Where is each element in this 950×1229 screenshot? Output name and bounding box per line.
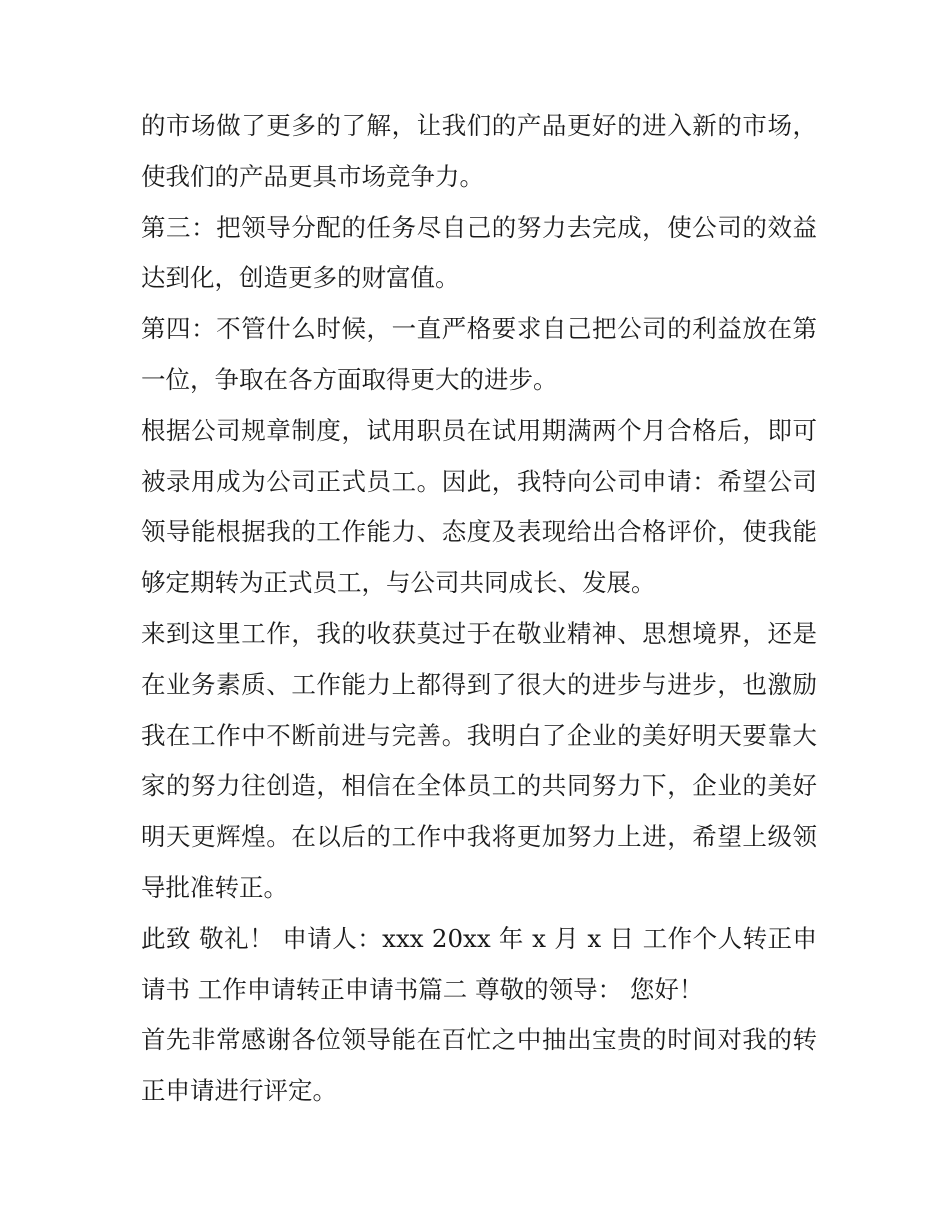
paragraph-point-three: 第三：把领导分配的任务尽自己的努力去完成，使公司的效益达到化，创造更多的财富值。 xyxy=(141,212,817,293)
paragraph-point-four: 第四：不管什么时候，一直严格要求自己把公司的利益放在第一位，争取在各方面取得更大的进步。 xyxy=(141,314,817,394)
paragraph-opening-thanks: 首先非常感谢各位领导能在百忙之中抽出宝贵的时间对我的转正申请进行评定。 xyxy=(141,1025,817,1106)
paragraph-work-gains: 来到这里工作，我的收获莫过于在敬业精神、思想境界，还是在业务素质、工作能力上都得到了很大的进步与进步，也激励我在工作中不断前进与完善。我明白了企业的美好明天要靠大家的努力往创造，相信在全体员工的共同努力下，企业的美好明天更辉煌。在以后的工作中我将更加努力上进，希望上级领导批准转正。 xyxy=(141,618,817,902)
paragraph-closing-signature: 此致 敬礼！ 申请人：xxx 20xx 年 x 月 x 日 工作个人转正申请书 工作申请转正申请书篇二 尊敬的领导： 您好！ xyxy=(141,923,817,1004)
paragraph-company-rules: 根据公司规章制度，试用职员在试用期满两个月合格后，即可被录用成为公司正式员工。因此，我特向公司申请：希望公司领导能根据我的工作能力、态度及表现给出合格评价，使我能够定期转为正式员工，与公司共同成长、发展。 xyxy=(141,415,817,598)
document-body xyxy=(141,101,817,1117)
paragraph-market-continuation: 的市场做了更多的了解，让我们的产品更好的进入新的市场，使我们的产品更具市场竞争力。 xyxy=(141,111,817,191)
